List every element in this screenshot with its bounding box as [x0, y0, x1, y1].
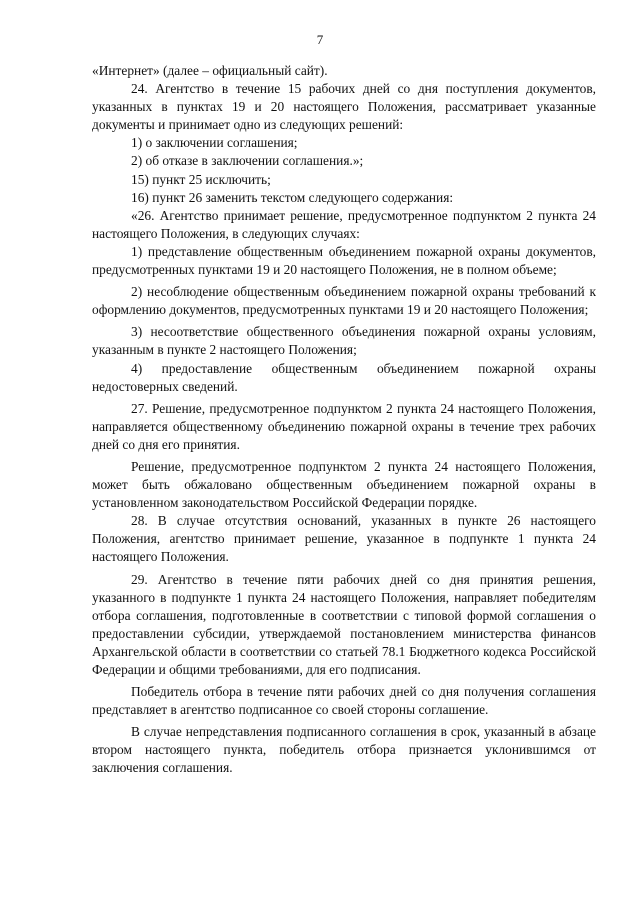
paragraph-subitem-2: 2) об отказе в заключении соглашения.»; [131, 153, 364, 169]
paragraph-amend-15: 15) пункт 25 исключить; [131, 171, 271, 187]
paragraph-winner: Победитель отбора в течение пяти рабочих дней со дня получения соглашения представляет в агентство подписанное со своей стороны соглашение. [92, 684, 596, 718]
paragraph-case-2: 2) несоблюдение общественным объединением пожарной охраны требований к оформлению документов, предусмотренных пунктами 19 и 20 настоящего Положения; [92, 284, 596, 318]
paragraph-item-28: 28. В случае отсутствия оснований, указанных в пункте 26 настоящего Положения, агентство принимает решение, указанное в подпункте 1 пункта 24 настоящего Положения. [92, 513, 596, 565]
paragraph-item-29: 29. Агентство в течение пяти рабочих дней со дня принятия решения, указанного в подпункте 1 пункта 24 настоящего Положения, направляет победителям отбора соглашения, подготовленные в соответствии с типовой формой соглашения о предоставлении субсидии, утверждаемой постановлением министерства финансов Архангельской области в соответствии со статьей 78.1 Бюджетного кодекса Российской Федерации и общими требованиями, для его подписания. [92, 571, 596, 677]
page-number: 7 [316, 32, 324, 47]
paragraph-case-4: 4) предоставление общественным объединением пожарной охраны недостоверных сведений. [92, 360, 596, 394]
document-body [92, 62, 596, 778]
paragraph-amend-16: 16) пункт 26 заменить текстом следующего содержания: [131, 189, 454, 205]
paragraph-item-24: 24. Агентство в течение 15 рабочих дней со дня поступления документов, указанных в пунктах 19 и 20 настоящего Положения, рассматривает указанные документы и принимает одно из следующих решений: [92, 81, 596, 133]
paragraph-item-26: «26. Агентство принимает решение, предусмотренное подпунктом 2 пункта 24 настоящего Положения, в следующих случаях: [92, 207, 596, 241]
paragraph-failure: В случае непредставления подписанного соглашения в срок, указанный в абзаце втором настоящего пункта, победитель отбора признается уклонившимся от заключения соглашения. [92, 724, 596, 776]
paragraph-subitem-1: 1) о заключении соглашения; [131, 135, 298, 151]
paragraph-item-27: 27. Решение, предусмотренное подпунктом 2 пункта 24 настоящего Положения, направляется общественному объединению пожарной охраны в течение трех рабочих дней со дня его принятия. [92, 400, 596, 452]
paragraph-appeal: Решение, предусмотренное подпунктом 2 пункта 24 настоящего Положения, может быть обжаловано общественным объединением пожарной охраны в установленном законодательством Российской Федерации порядке. [92, 458, 596, 511]
paragraph-case-3: 3) несоответствие общественного объединения пожарной охраны условиям, указанным в пункте 2 настоящего Положения; [92, 324, 596, 358]
paragraph-continuation: «Интернет» (далее – официальный сайт). [92, 63, 328, 78]
paragraph-case-1: 1) представление общественным объединением пожарной охраны документов, предусмотренных пунктами 19 и 20 настоящего Положения, не в полном объеме; [92, 243, 596, 278]
